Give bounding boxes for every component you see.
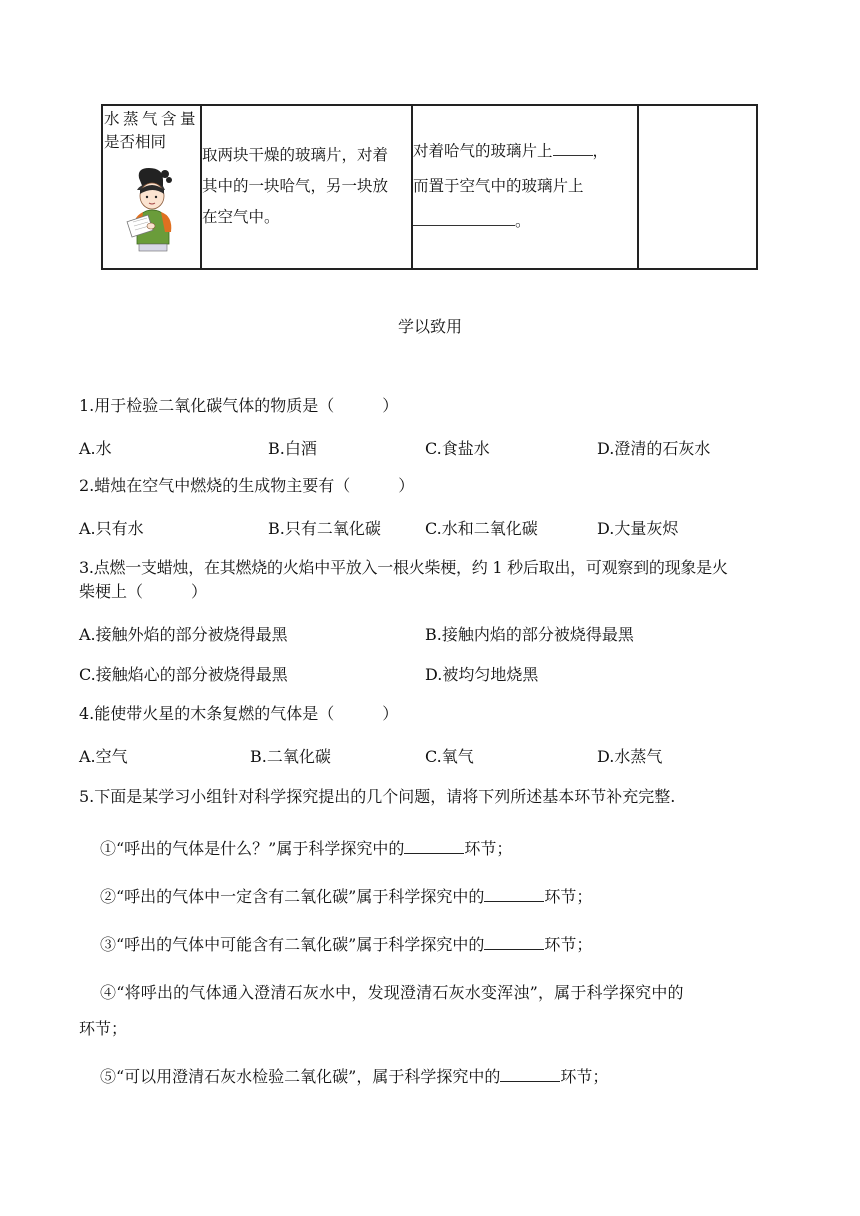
question-stem: 1.用于检验二氧化碳气体的物质是（ ） <box>79 396 399 415</box>
fill-item <box>100 1064 608 1087</box>
girl-illustration <box>123 166 181 252</box>
option-d[interactable]: D.被均匀地烧黑 <box>425 665 539 684</box>
option-d[interactable]: D.大量灰烬 <box>597 519 679 538</box>
cell-text: 取两块干燥的玻璃片，对着 <box>202 146 389 164</box>
table-cell-method <box>202 140 412 233</box>
cell-text: 对着哈气的玻璃片上 <box>413 142 553 160</box>
option-c[interactable]: C.氧气 <box>425 747 474 766</box>
cell-text: 。 <box>515 212 531 230</box>
item-text: ③“呼出的气体中可能含有二氧化碳”属于科学探究中的 <box>100 935 485 954</box>
section-title: 学以致用 <box>397 317 462 336</box>
option-b[interactable]: B.白酒 <box>268 439 317 458</box>
item-text: ⑤“可以用澄清石灰水检验二氧化碳”，属于科学探究中的 <box>100 1067 501 1086</box>
option-b[interactable]: B.接触内焰的部分被烧得最黑 <box>425 625 634 644</box>
cell-text: 而置于空气中的玻璃片上 <box>413 177 584 195</box>
answer-blank[interactable] <box>500 1067 560 1082</box>
answer-blank[interactable] <box>553 139 593 156</box>
cell-text: 水蒸气含量 <box>104 110 200 128</box>
option-a[interactable]: A.只有水 <box>79 519 144 538</box>
option-a[interactable]: A.空气 <box>79 747 128 766</box>
option-c[interactable]: C.水和二氧化碳 <box>425 519 538 538</box>
option-b[interactable]: B.二氧化碳 <box>250 747 331 766</box>
table-divider <box>637 106 639 268</box>
answer-blank[interactable] <box>404 839 464 854</box>
question-stem: 5.下面是某学习小组针对科学探究提出的几个问题，请将下列所述基本环节补充完整. <box>79 787 676 806</box>
option-a[interactable]: A.水 <box>79 439 112 458</box>
experiment-table <box>101 104 758 270</box>
question-stem: 柴梗上（ ） <box>79 582 208 601</box>
option-a[interactable]: A.接触外焰的部分被烧得最黑 <box>79 625 288 644</box>
question-stem: 3.点燃一支蜡烛，在其燃烧的火焰中平放入一根火柴梗，约 1 秒后取出，可观察到的现象是火 <box>79 558 728 577</box>
fill-item: ④“将呼出的气体通入澄清石灰水中，发现澄清石灰水变浑浊”，属于科学探究中的 <box>100 983 684 1002</box>
fill-item: 环节； <box>79 1019 128 1038</box>
option-c[interactable]: C.接触焰心的部分被烧得最黑 <box>79 665 288 684</box>
cell-text: ， <box>592 142 609 160</box>
cell-text: 其中的一块哈气，另一块放 <box>202 177 389 195</box>
cell-text: 在空气中。 <box>202 208 280 226</box>
option-b[interactable]: B.只有二氧化碳 <box>268 519 381 538</box>
table-cell-topic <box>104 108 200 154</box>
fill-item <box>100 836 512 859</box>
option-d[interactable]: D.水蒸气 <box>597 747 663 766</box>
question-stem: 2.蜡烛在空气中燃烧的生成物主要有（ ） <box>79 476 415 495</box>
item-text: ①“呼出的气体是什么？”属于科学探究中的 <box>100 839 405 858</box>
item-text: ②“呼出的气体中一定含有二氧化碳”属于科学探究中的 <box>100 887 485 906</box>
fill-item <box>100 884 592 907</box>
item-text: 环节； <box>544 935 593 954</box>
option-c[interactable]: C.食盐水 <box>425 439 490 458</box>
question-stem: 4.能使带火星的木条复燃的气体是（ ） <box>79 704 399 723</box>
item-text: 环节； <box>560 1067 609 1086</box>
answer-blank[interactable] <box>413 209 515 226</box>
answer-blank[interactable] <box>484 935 544 950</box>
item-text: 环节； <box>544 887 593 906</box>
answer-blank[interactable] <box>484 887 544 902</box>
table-cell-observation <box>413 134 637 239</box>
item-text: 环节； <box>464 839 513 858</box>
fill-item <box>100 932 592 955</box>
cell-text: 是否相同 <box>104 133 167 151</box>
option-d[interactable]: D.澄清的石灰水 <box>597 439 711 458</box>
